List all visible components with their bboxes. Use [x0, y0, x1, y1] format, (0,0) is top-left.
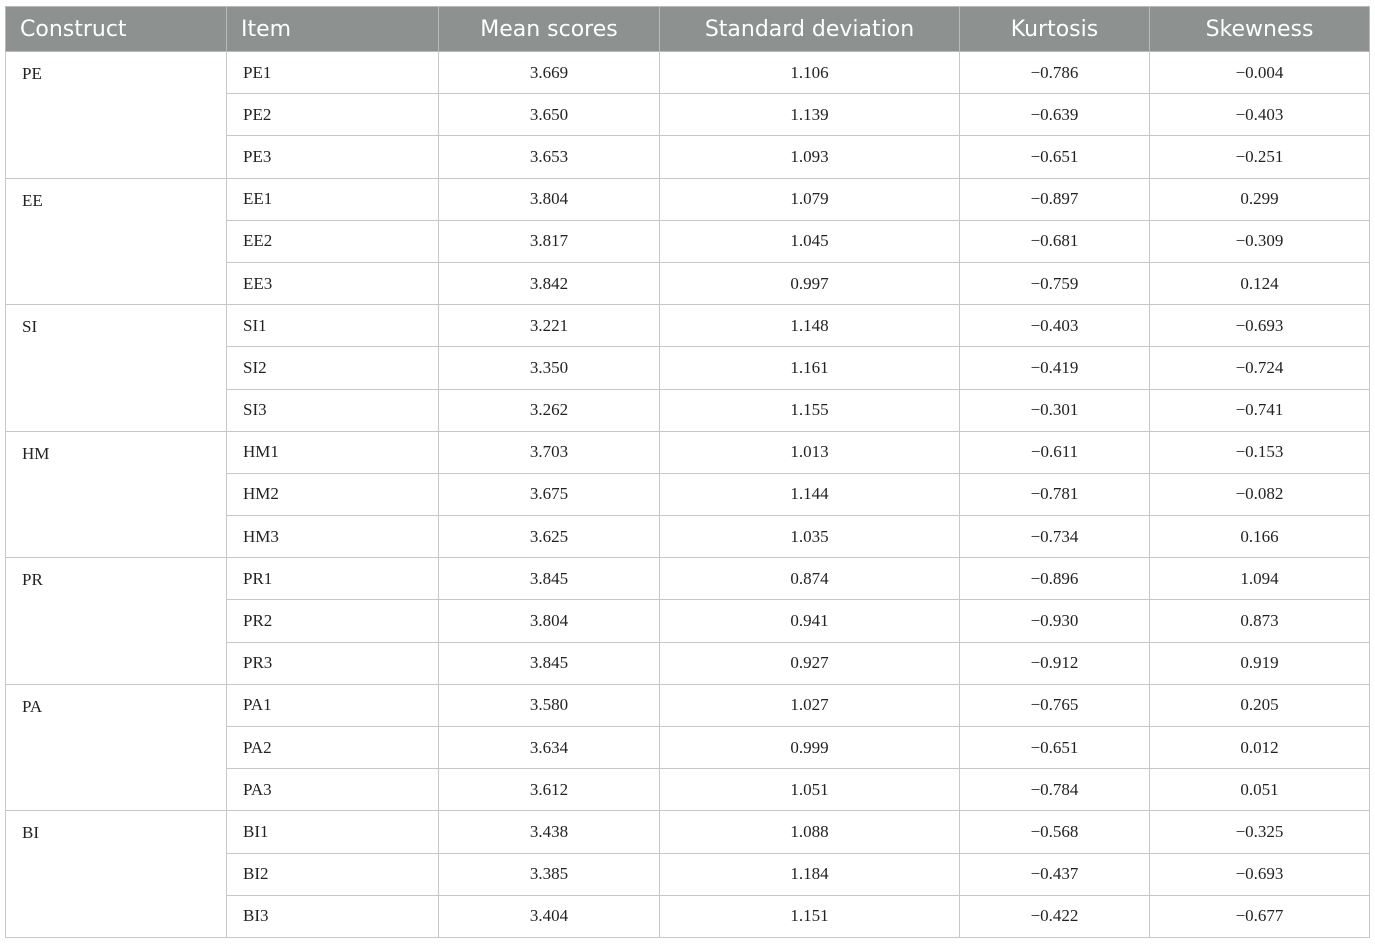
mean-score-cell: 3.385 — [439, 853, 660, 895]
standard-deviation-cell: 0.997 — [660, 262, 960, 304]
item-cell: PA2 — [227, 727, 439, 769]
skewness-cell: −0.251 — [1150, 136, 1370, 178]
kurtosis-cell: −0.403 — [960, 305, 1150, 347]
table-row — [6, 305, 1370, 347]
skewness-cell: −0.724 — [1150, 347, 1370, 389]
standard-deviation-cell: 1.088 — [660, 811, 960, 853]
mean-score-cell: 3.804 — [439, 600, 660, 642]
kurtosis-cell: −0.419 — [960, 347, 1150, 389]
skewness-cell: −0.677 — [1150, 895, 1370, 937]
header-kurtosis: Kurtosis — [960, 7, 1150, 52]
item-cell: EE1 — [227, 178, 439, 220]
header-item: Item — [227, 7, 439, 52]
mean-score-cell: 3.817 — [439, 220, 660, 262]
mean-score-cell: 3.221 — [439, 305, 660, 347]
kurtosis-cell: −0.897 — [960, 178, 1150, 220]
table-row — [6, 811, 1370, 853]
standard-deviation-cell: 1.161 — [660, 347, 960, 389]
standard-deviation-cell: 1.106 — [660, 52, 960, 94]
mean-score-cell: 3.845 — [439, 558, 660, 600]
kurtosis-cell: −0.568 — [960, 811, 1150, 853]
skewness-cell: −0.153 — [1150, 431, 1370, 473]
skewness-cell: −0.082 — [1150, 473, 1370, 515]
header-standard-deviation: Standard deviation — [660, 7, 960, 52]
kurtosis-cell: −0.422 — [960, 895, 1150, 937]
skewness-cell: 0.299 — [1150, 178, 1370, 220]
table-body — [6, 52, 1370, 938]
mean-score-cell: 3.804 — [439, 178, 660, 220]
header-skewness: Skewness — [1150, 7, 1370, 52]
skewness-cell: −0.403 — [1150, 94, 1370, 136]
item-cell: HM1 — [227, 431, 439, 473]
table-row — [6, 178, 1370, 220]
construct-cell: PE — [6, 52, 227, 179]
mean-score-cell: 3.650 — [439, 94, 660, 136]
mean-score-cell: 3.350 — [439, 347, 660, 389]
mean-score-cell: 3.675 — [439, 473, 660, 515]
item-cell: EE3 — [227, 262, 439, 304]
table-row — [6, 558, 1370, 600]
item-cell: BI2 — [227, 853, 439, 895]
construct-cell: HM — [6, 431, 227, 558]
standard-deviation-cell: 1.045 — [660, 220, 960, 262]
kurtosis-cell: −0.611 — [960, 431, 1150, 473]
standard-deviation-cell: 1.079 — [660, 178, 960, 220]
mean-score-cell: 3.703 — [439, 431, 660, 473]
table-row — [6, 431, 1370, 473]
table-row — [6, 684, 1370, 726]
construct-cell: EE — [6, 178, 227, 305]
construct-cell: SI — [6, 305, 227, 432]
kurtosis-cell: −0.651 — [960, 136, 1150, 178]
kurtosis-cell: −0.784 — [960, 769, 1150, 811]
mean-score-cell: 3.438 — [439, 811, 660, 853]
kurtosis-cell: −0.930 — [960, 600, 1150, 642]
skewness-cell: 0.919 — [1150, 642, 1370, 684]
item-cell: HM3 — [227, 516, 439, 558]
standard-deviation-cell: 0.874 — [660, 558, 960, 600]
standard-deviation-cell: 1.155 — [660, 389, 960, 431]
item-cell: SI2 — [227, 347, 439, 389]
item-cell: PE1 — [227, 52, 439, 94]
standard-deviation-cell: 1.013 — [660, 431, 960, 473]
header-construct: Construct — [6, 7, 227, 52]
skewness-cell: −0.325 — [1150, 811, 1370, 853]
skewness-cell: 0.012 — [1150, 727, 1370, 769]
mean-score-cell: 3.404 — [439, 895, 660, 937]
mean-score-cell: 3.634 — [439, 727, 660, 769]
kurtosis-cell: −0.437 — [960, 853, 1150, 895]
item-cell: HM2 — [227, 473, 439, 515]
header-row — [6, 7, 1370, 52]
kurtosis-cell: −0.765 — [960, 684, 1150, 726]
table-row — [6, 52, 1370, 94]
skewness-cell: −0.004 — [1150, 52, 1370, 94]
standard-deviation-cell: 1.148 — [660, 305, 960, 347]
kurtosis-cell: −0.651 — [960, 727, 1150, 769]
mean-score-cell: 3.842 — [439, 262, 660, 304]
standard-deviation-cell: 1.151 — [660, 895, 960, 937]
skewness-cell: 1.094 — [1150, 558, 1370, 600]
standard-deviation-cell: 1.027 — [660, 684, 960, 726]
item-cell: PR3 — [227, 642, 439, 684]
item-cell: SI1 — [227, 305, 439, 347]
standard-deviation-cell: 1.139 — [660, 94, 960, 136]
skewness-cell: 0.051 — [1150, 769, 1370, 811]
skewness-cell: −0.741 — [1150, 389, 1370, 431]
item-cell: PR1 — [227, 558, 439, 600]
mean-score-cell: 3.669 — [439, 52, 660, 94]
mean-score-cell: 3.845 — [439, 642, 660, 684]
item-cell: PA1 — [227, 684, 439, 726]
item-cell: BI1 — [227, 811, 439, 853]
item-cell: PR2 — [227, 600, 439, 642]
standard-deviation-cell: 0.941 — [660, 600, 960, 642]
kurtosis-cell: −0.786 — [960, 52, 1150, 94]
standard-deviation-cell: 1.093 — [660, 136, 960, 178]
descriptive-statistics-table — [5, 6, 1370, 938]
construct-cell: PR — [6, 558, 227, 685]
item-cell: PA3 — [227, 769, 439, 811]
standard-deviation-cell: 1.035 — [660, 516, 960, 558]
skewness-cell: 0.166 — [1150, 516, 1370, 558]
kurtosis-cell: −0.681 — [960, 220, 1150, 262]
kurtosis-cell: −0.759 — [960, 262, 1150, 304]
standard-deviation-cell: 1.144 — [660, 473, 960, 515]
item-cell: EE2 — [227, 220, 439, 262]
item-cell: SI3 — [227, 389, 439, 431]
construct-cell: PA — [6, 684, 227, 811]
kurtosis-cell: −0.639 — [960, 94, 1150, 136]
mean-score-cell: 3.653 — [439, 136, 660, 178]
standard-deviation-cell: 0.927 — [660, 642, 960, 684]
standard-deviation-cell: 0.999 — [660, 727, 960, 769]
skewness-cell: −0.309 — [1150, 220, 1370, 262]
kurtosis-cell: −0.781 — [960, 473, 1150, 515]
construct-cell: BI — [6, 811, 227, 938]
mean-score-cell: 3.262 — [439, 389, 660, 431]
skewness-cell: −0.693 — [1150, 305, 1370, 347]
standard-deviation-cell: 1.051 — [660, 769, 960, 811]
kurtosis-cell: −0.301 — [960, 389, 1150, 431]
mean-score-cell: 3.625 — [439, 516, 660, 558]
skewness-cell: 0.873 — [1150, 600, 1370, 642]
item-cell: PE3 — [227, 136, 439, 178]
skewness-cell: 0.205 — [1150, 684, 1370, 726]
mean-score-cell: 3.612 — [439, 769, 660, 811]
item-cell: PE2 — [227, 94, 439, 136]
kurtosis-cell: −0.896 — [960, 558, 1150, 600]
mean-score-cell: 3.580 — [439, 684, 660, 726]
item-cell: BI3 — [227, 895, 439, 937]
skewness-cell: 0.124 — [1150, 262, 1370, 304]
skewness-cell: −0.693 — [1150, 853, 1370, 895]
kurtosis-cell: −0.734 — [960, 516, 1150, 558]
standard-deviation-cell: 1.184 — [660, 853, 960, 895]
header-mean-scores: Mean scores — [439, 7, 660, 52]
kurtosis-cell: −0.912 — [960, 642, 1150, 684]
